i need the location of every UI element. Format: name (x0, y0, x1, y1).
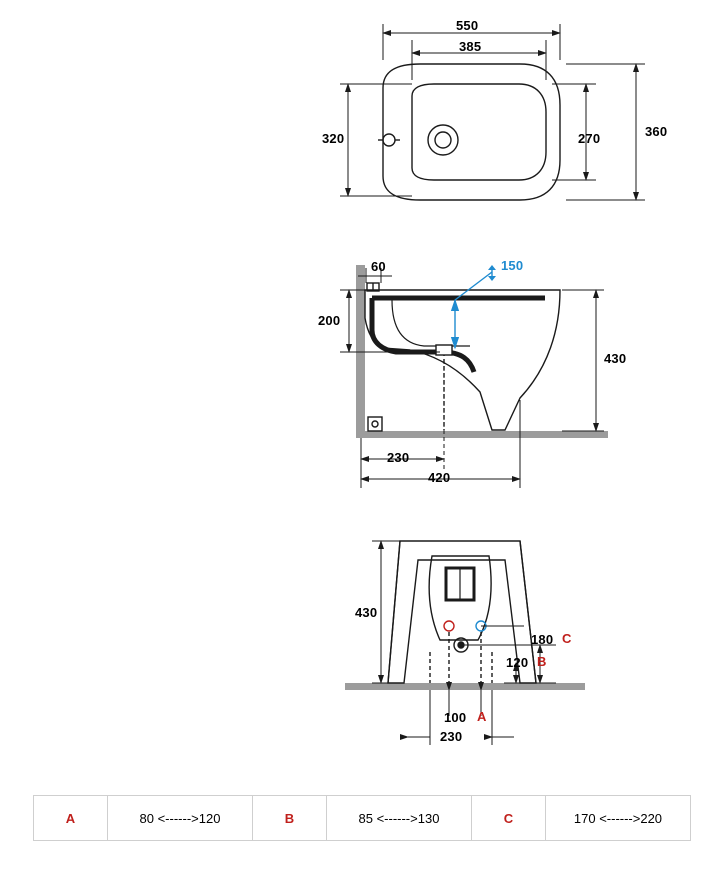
dimension-label-top-270: 270 (578, 131, 601, 146)
legend-key-b: B (252, 796, 326, 841)
table-row (34, 796, 691, 841)
legend-range-a: 80 <------>120 (107, 796, 252, 841)
dimension-label-side-230: 230 (387, 450, 410, 465)
dimension-label-front-100: 100 (444, 710, 467, 725)
legend-key-c: C (471, 796, 545, 841)
dimension-label-side-150: 150 (501, 258, 524, 273)
side-view-150-dimension (455, 265, 496, 348)
marker-label-a: A (477, 709, 487, 724)
dimension-label-side-430: 430 (604, 351, 627, 366)
range-legend-table (33, 795, 691, 841)
top-view-dimensions (340, 24, 645, 200)
dimension-label-side-60: 60 (371, 259, 386, 274)
dimension-label-side-200: 200 (318, 313, 341, 328)
dimension-label-top-360: 360 (645, 124, 668, 139)
dimension-label-top-550: 550 (456, 18, 479, 33)
dimension-label-front-180: 180 (531, 632, 554, 647)
dimension-label-side-420: 420 (428, 470, 451, 485)
dimension-label-top-320: 320 (322, 131, 345, 146)
dimension-label-front-230: 230 (440, 729, 463, 744)
marker-label-b: B (537, 654, 547, 669)
dimension-label-front-430: 430 (355, 605, 378, 620)
legend-range-c: 170 <------>220 (545, 796, 690, 841)
dimension-label-front-120: 120 (506, 655, 529, 670)
legend-range-b: 85 <------>130 (326, 796, 471, 841)
dimension-label-top-385: 385 (459, 39, 482, 54)
side-view-dimensions (340, 268, 604, 488)
marker-label-c: C (562, 631, 572, 646)
legend-key-a: A (34, 796, 108, 841)
